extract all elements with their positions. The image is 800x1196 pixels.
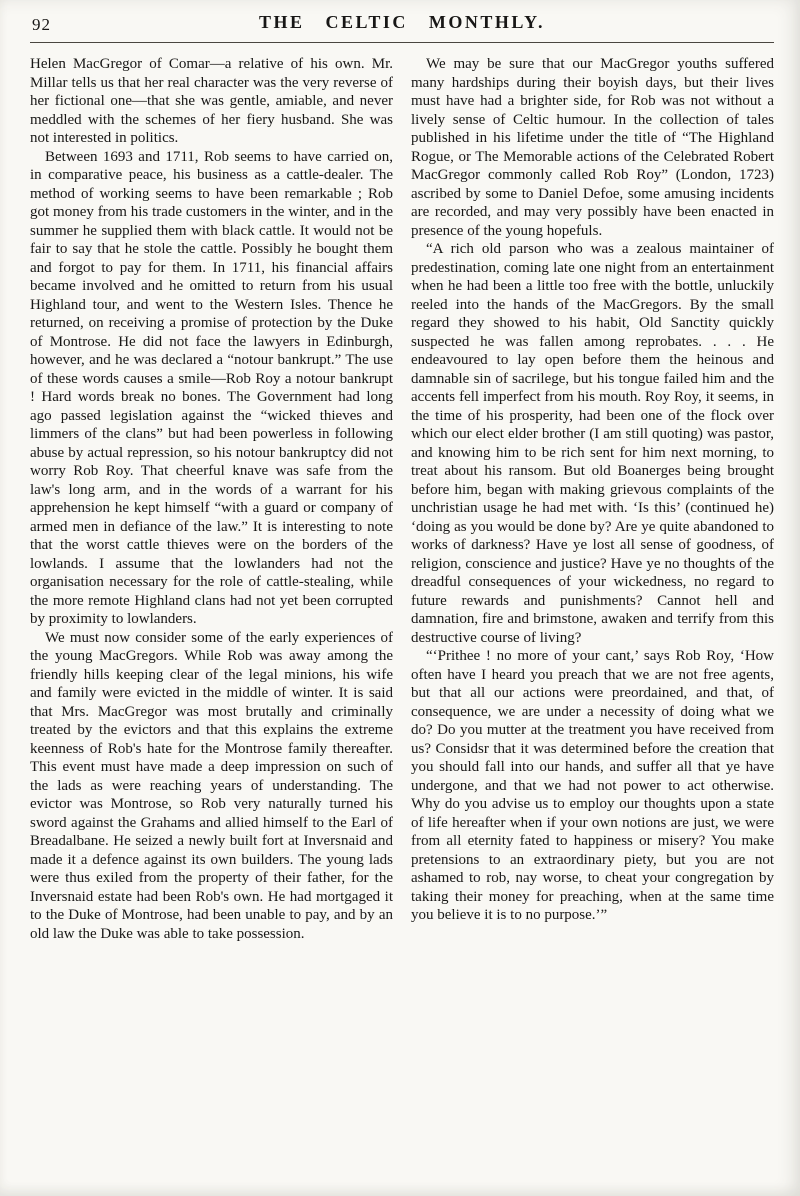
page-title: THE CELTIC MONTHLY.: [258, 12, 546, 32]
header-rule: [30, 42, 774, 43]
paragraph-right-2: “A rich old parson who was a zealous maintainer of predestination, coming late one night from an entertainment when he had been a little too free with the bottle, unluckily reeled into the hands of the MacGregors. By the small regard they showed to his habit, Old Sanctity quickly suspected he was fallen among reprobates. . . . He endeavoured to lay open before them the heinous and damnable sin of sacrilege, but his tongue failed him and the accents fell imperfect from his mouth. Roy Roy, it seems, in the time of his prosperity, had been one of the flock over which our elect elder brother (I am still quoting) was pastor, and knowing him to be rich sent for him next morning, to treat about his ransom. But old Boanerges being brought before him, began with making grievous complaints of the unchristian usage he had met with. ‘Is this’ (continued he) ‘doing as you would be done by? Are ye quite abandoned to works of darkness? Have ye lost all sense of goodness, of religion, conscience and justice? Have ye no thoughts of the dreadful consequences of your wickedness, no regard to future rewards and punishments? Cannot hell and damnation, fire and brimstone, awaken and terrify from this destructive course of living?: [411, 241, 774, 646]
page-number: 92: [32, 15, 51, 34]
paragraph-right-1: We may be sure that our MacGregor youths suffered many hardships during their boyish days, but their lives must have had a brighter side, for Rob was not without a lively sense of Celtic humour. In the collection of tales published in his lifetime under the title of “The Highland Rogue, or The Memorable actions of the Celebrated Robert MacGregor commonly called Rob Roy” (London, 1723) ascribed by some to Daniel Defoe, some amusing incidents are recorded, and may very possibly have been enacted in presence of the young hopefuls.: [411, 56, 774, 239]
right-column: [411, 55, 774, 943]
paragraph-left-3: We must now consider some of the early experiences of the young MacGregors. While Rob was away among the friendly hills keeping clear of the legal minions, his wife and family were evicted in the middle of winter. It is said that Mrs. MacGregor was most brutally and criminally treated by the evictors and that this explains the extreme keenness of Rob's hate for the Montrose family thereafter. This event must have made a deep impression on such of the lads as were reaching years of understanding. The evictor was Montrose, so Rob very naturally turned his sword against the Grahams and allied himself to the Earl of Breadalbane. He seized a newly built fort at Inversnaid and made it a defence against its own builders. The young lads were thus exiled from the property of their father, for the Inversnaid estate had been Rob's own. He had mortgaged it to the Duke of Montrose, had been unable to pay, and by an old law the Duke was able to take possession.: [30, 629, 393, 942]
paragraph-left-2: Between 1693 and 1711, Rob seems to have carried on, in comparative peace, his business as a cattle-dealer. The method of working seems to have been remarkable ; Rob got money from his trade customers in the winter, and in the summer he supplied them with black cattle. It would not be fair to say that he stole the cattle. Possibly he bought them and forgot to pay for them. In 1711, his financial affairs became involved and he omitted to return from his usual Highland tour, and went to the Western Isles. Thence he returned, on receiving a promise of protection by the Duke of Montrose. He did not face the lawyers in Edinburgh, however, and he was declared a “notour bankrupt.” The use of these words causes a smile—Rob Roy a notour bankrupt ! Hard words break no bones. The Government had long ago passed legislation against the “wicked thieves and limmers of the clans” but had been powerless in following abuse by actual repression, so his notour bankruptcy did not worry Rob Roy. That cheerful knave was safe from the law's long arm, and in the words of a warrant for his apprehension he kept himself “with a guard or company of armed men in defiance of the law.” It is interesting to note that the worst cattle thieves were on the borders of the lowlands. I assume that the lowlanders had not the organisation necessary for the role of cattle-stealing, while the more remote Highland clans had not yet been corrupted by proximity to lowlanders.: [30, 148, 393, 627]
page-header: [30, 12, 774, 40]
left-column: [30, 55, 393, 943]
article-body: [30, 55, 774, 943]
paragraph-left-1: Helen MacGregor of Comar—a relative of his own. Mr. Millar tells us that her real character was the very reverse of her fictional one—that she was gentle, amiable, and never meddled with the schemes of her fiery husband. She was not interested in politics.: [30, 56, 393, 146]
paragraph-right-3: “‘Prithee ! no more of your cant,’ says Rob Roy, ‘How often have I heard you preach that we are not free agents, but that all our actions were preordained, and that, of consequence, we are under a necessity of doing what we do? Do you mutter at the treatment you have received from us? Considsr that it was determined before the creation that you should fall into our hands, and suffer all that ye have undergone, and that we had not power to act otherwise. Why do you advise us to employ our thoughts upon a state of life hereafter when if your own notions are just, we were from all eternity fated to happiness or misery? You make pretensions to an extraordinary piety, but you are not ashamed to rob, nay worse, to cheat your congregation by taking their money for preaching, when at the same time you believe it is to no purpose.’”: [411, 648, 774, 923]
